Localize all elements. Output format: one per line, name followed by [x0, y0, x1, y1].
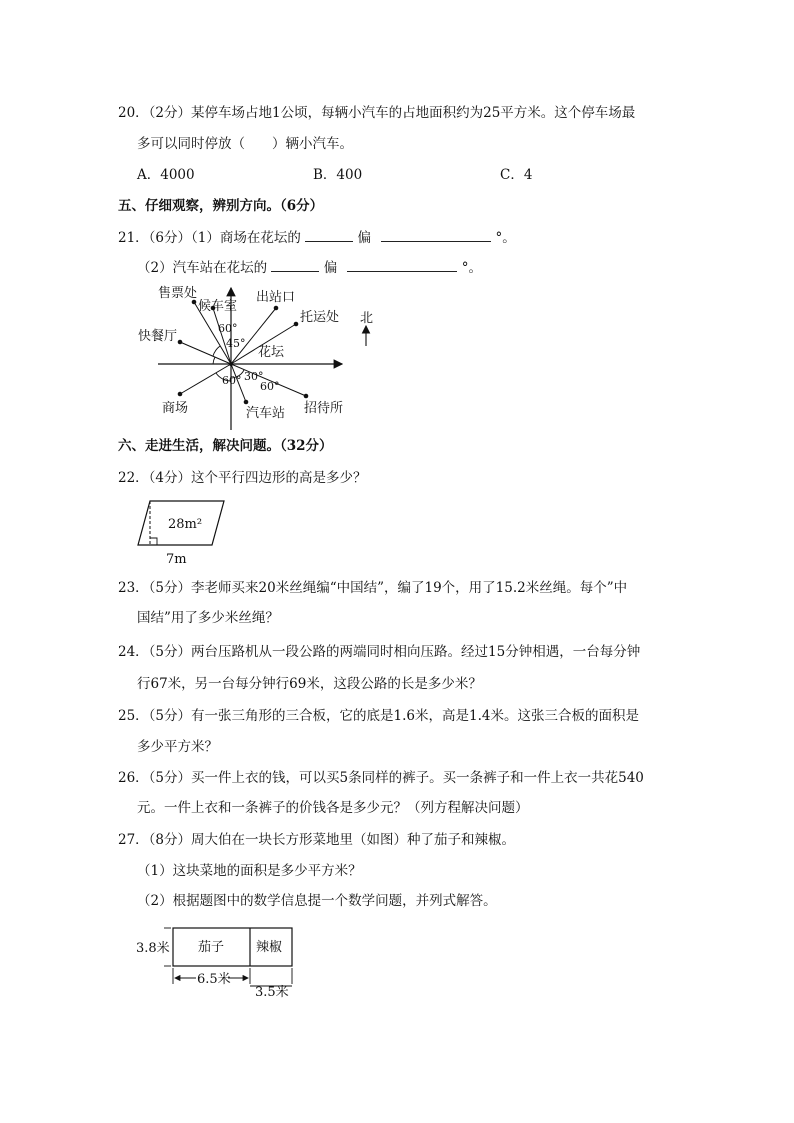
- label-fastfood: 快餐厅: [138, 329, 178, 344]
- point-exit: [274, 306, 279, 311]
- q23-line1: 23．（5分）李老师买来20米丝绳编“中国结”，编了19个，用了15.2米丝绳。每个”中: [118, 580, 628, 596]
- q27-sub2: （2）根据题图中的数学信息提一个数学问题，并列式解答。: [137, 893, 497, 909]
- q20-line1: 20．（2分）某停车场占地1公顷，每辆小汽车的占地面积约为25平方米。这个停车场最: [118, 105, 636, 121]
- q27-sub1: （1）这块菜地的面积是多少平方米？: [137, 863, 362, 879]
- angle-label-30: 30°: [244, 370, 264, 383]
- q20-option-a: A．4000: [137, 167, 195, 183]
- q26-line2: 元。一件上衣和一条裤子的价钱各是多少元？（列方程解决问题）: [137, 800, 529, 816]
- q24-line1: 24．（5分）两台压路机从一段公路的两端同时相向压路。经过15分钟相遇，一台每分钟: [118, 644, 641, 660]
- q23-line2: 国结”用了多少米丝绳？: [137, 610, 279, 626]
- q24-line2: 行67米，另一台每分钟行69米，这段公路的长是多少米？: [137, 676, 482, 692]
- arc-60-upper: [213, 346, 220, 356]
- point-fastfood: [178, 340, 183, 345]
- q25-line2: 多少平方米？: [137, 739, 218, 755]
- label-waiting: 候车室: [198, 299, 238, 314]
- label-north: 北: [360, 311, 374, 326]
- label-consign: 托运处: [300, 310, 340, 325]
- q21-line1-prefix: 21．（6分）（1）商场在花坛的: [118, 230, 301, 246]
- q21-line2-mid: 偏: [323, 260, 338, 276]
- point-garden: [229, 362, 233, 366]
- field-height: 3.8米: [136, 941, 170, 956]
- parallelogram-base: 7m: [166, 552, 187, 567]
- q27-line1: 27．（8分）周大伯在一块长方形菜地里（如图）种了茄子和辣椒。: [118, 832, 516, 848]
- q21-blank-direction1[interactable]: [305, 229, 353, 242]
- ray-waiting: [213, 308, 231, 364]
- q21-line1-suffix: °。: [495, 230, 516, 246]
- ray-fastfood: [180, 342, 231, 364]
- q26-line1: 26．（5分）买一件上衣的钱，可以买5条同样的裤子。买一条裤子和一件上衣一共花540: [118, 770, 644, 786]
- parallelogram-area: 28m²: [168, 517, 203, 532]
- label-busstop: 汽车站: [246, 406, 286, 421]
- label-garden: 花坛: [258, 345, 285, 360]
- section6-title: 六、走进生活，解决问题。（32分）: [118, 438, 333, 454]
- point-hostel: [304, 394, 309, 399]
- q21-blank-angle1[interactable]: [381, 229, 491, 242]
- section5-title: 五、仔细观察，辨别方向。（6分）: [118, 198, 324, 214]
- angle-label-60-right: 60°: [260, 380, 280, 393]
- point-busstop: [244, 400, 249, 405]
- parallelogram-figure: [134, 497, 230, 567]
- width2-label: 3.5米: [255, 985, 289, 1000]
- point-mall: [178, 392, 183, 397]
- right-angle-mark: [150, 538, 157, 545]
- q21-blank-angle2[interactable]: [347, 259, 457, 272]
- angle-label-60-lower: 60°: [222, 374, 242, 387]
- q21-line2-prefix: （2）汽车站在花坛的: [137, 260, 268, 276]
- q25-line1: 25．（5分）有一张三角形的三合板，它的底是1.6米，高是1.4米。这张三合板的面积是: [118, 708, 639, 724]
- q21-line2-suffix: °。: [461, 260, 483, 276]
- q21-blank-direction2[interactable]: [271, 259, 319, 272]
- q20-option-b: B．400: [313, 167, 363, 183]
- q22-text: 22．（4分）这个平行四边形的高是多少？: [118, 470, 367, 486]
- arc-45: [213, 357, 215, 364]
- q21-line1: [118, 229, 516, 247]
- vegetable-field-figure: [134, 924, 304, 1000]
- direction-diagram: [134, 284, 384, 432]
- q21-line1-mid: 偏: [357, 230, 371, 246]
- q20-line2: 多可以同时停放（ ）辆小汽车。: [137, 136, 353, 152]
- label-mall: 商场: [162, 401, 189, 416]
- label-exit: 出站口: [256, 290, 296, 305]
- point-consign: [294, 322, 299, 327]
- angle-label-45: 45°: [226, 337, 246, 350]
- width1-label: 6.5米: [197, 972, 231, 987]
- angle-label-60-upper: 60°: [218, 322, 238, 335]
- q20-option-c: C．4: [500, 167, 533, 183]
- label-hostel: 招待所: [304, 401, 344, 416]
- label-ticket: 售票处: [158, 286, 198, 301]
- q21-line2: [137, 259, 482, 277]
- label-eggplant: 茄子: [198, 940, 225, 955]
- label-pepper: 辣椒: [256, 940, 283, 955]
